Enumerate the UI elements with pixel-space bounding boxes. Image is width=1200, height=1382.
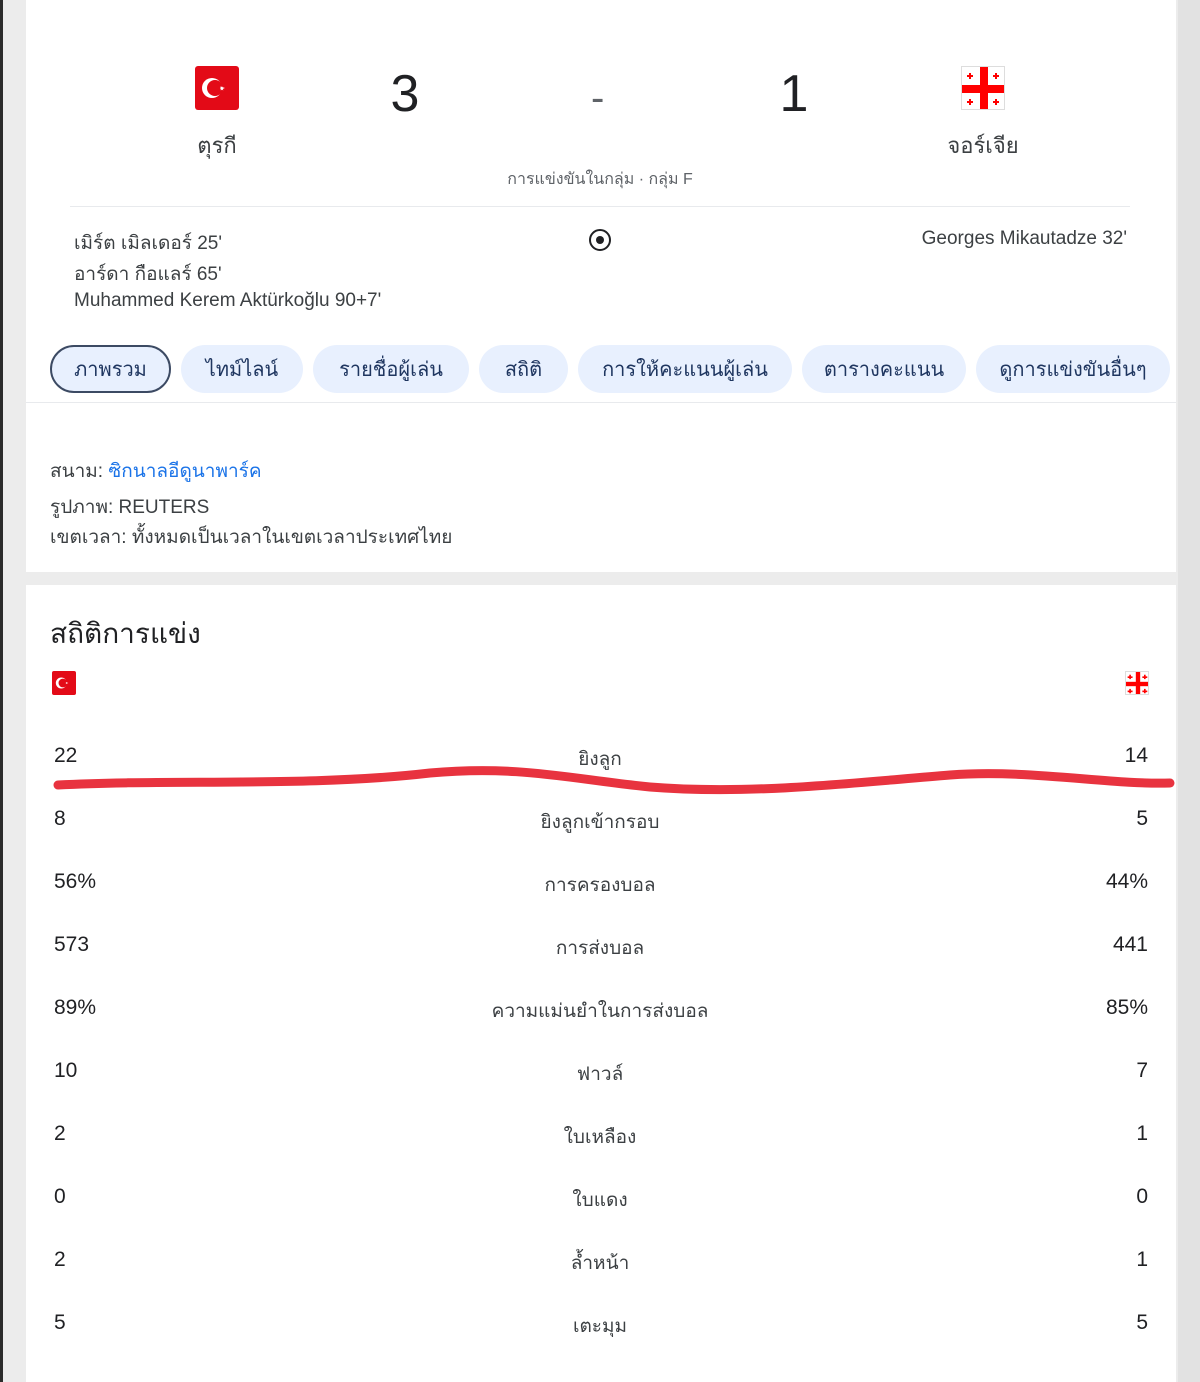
away-stat-value: 441 [1112, 933, 1148, 956]
home-scorer: เมิร์ต เมิลเดอร์ 25' [74, 233, 222, 254]
away-stat-value: 0 [1136, 1185, 1148, 1208]
home-stat-value: 22 [54, 744, 78, 767]
soccer-ball-icon [589, 229, 611, 251]
tab-standings[interactable]: ตารางคะแนน [802, 345, 966, 393]
home-team-name[interactable]: ตุรกี [197, 133, 237, 158]
stat-label: ความแม่นยำในการส่งบอล [491, 1001, 709, 1022]
stat-label: ฟาวล์ [576, 1064, 624, 1085]
tab-overview[interactable]: ภาพรวม [50, 345, 171, 393]
score-separator: - [591, 76, 605, 120]
header-divider [70, 206, 1130, 207]
stat-label: ยิงลูก [578, 749, 622, 770]
highlight-stroke [50, 765, 1180, 801]
competition-label: การแข่งขันในกลุ่ม · กลุ่ม F [507, 171, 693, 188]
georgia-flag-icon [1125, 671, 1149, 695]
away-score: 1 [779, 65, 809, 123]
home-stat-value: 56% [54, 870, 97, 893]
turkey-flag-icon [52, 671, 76, 695]
stat-label: ล้ำหน้า [570, 1253, 630, 1274]
home-stat-value: 2 [54, 1248, 66, 1271]
home-stat-value: 8 [54, 807, 66, 830]
home-stat-value: 89% [54, 996, 97, 1019]
window-edge-right [1178, 0, 1200, 1382]
home-stat-value: 0 [54, 1185, 66, 1208]
tab-stats[interactable]: สถิติ [479, 345, 568, 393]
away-stat-value: 1 [1136, 1122, 1148, 1145]
tab-player-ratings[interactable]: การให้คะแนนผู้เล่น [578, 345, 792, 393]
home-stat-value: 573 [54, 933, 90, 956]
stat-label: ยิงลูกเข้ากรอบ [540, 812, 660, 833]
home-stat-value: 10 [54, 1059, 78, 1082]
home-scorer: Muhammed Kerem Aktürkoğlu 90+7' [74, 290, 382, 311]
tab-lineups[interactable]: รายชื่อผู้เล่น [313, 345, 469, 393]
stats-title: สถิติการแข่ง [50, 618, 201, 649]
stat-label: การส่งบอล [555, 938, 645, 959]
tab-more-matches[interactable]: ดูการแข่งขันอื่นๆ [976, 345, 1170, 393]
home-scorer: อาร์ดา กือแลร์ 65' [74, 264, 222, 285]
away-stat-value: 5 [1136, 1311, 1148, 1334]
venue-label: สนาม: [50, 461, 104, 482]
home-score: 3 [390, 65, 420, 123]
away-stat-value: 7 [1136, 1059, 1148, 1082]
venue-link[interactable]: ซิกนาลอีดูนาพาร์ค [108, 461, 262, 482]
window-edge-left [0, 0, 3, 1382]
away-stat-value: 5 [1136, 807, 1148, 830]
timezone-note: เขตเวลา: ทั้งหมดเป็นเวลาในเขตเวลาประเทศไทย [50, 527, 453, 548]
venue-line [50, 456, 262, 486]
away-stat-value: 44% [1105, 870, 1148, 893]
stat-label: เตะมุม [572, 1316, 628, 1337]
georgia-flag-icon[interactable] [961, 66, 1005, 110]
stat-label: การครองบอล [544, 875, 656, 896]
turkey-flag-icon[interactable] [195, 66, 239, 110]
away-stat-value: 1 [1136, 1248, 1148, 1271]
away-scorer: Georges Mikautadze 32' [921, 228, 1127, 249]
stat-label: ใบเหลือง [563, 1127, 637, 1148]
photo-credit: รูปภาพ: REUTERS [50, 497, 210, 518]
away-stat-value: 85% [1105, 996, 1148, 1019]
home-stat-value: 5 [54, 1311, 66, 1334]
home-stat-value: 2 [54, 1122, 66, 1145]
stat-label: ใบแดง [572, 1190, 628, 1211]
away-stat-value: 14 [1124, 744, 1148, 767]
section-divider [26, 402, 1176, 403]
tab-timeline[interactable]: ไทม์ไลน์ [181, 345, 303, 393]
away-team-name[interactable]: จอร์เจีย [947, 133, 1019, 158]
